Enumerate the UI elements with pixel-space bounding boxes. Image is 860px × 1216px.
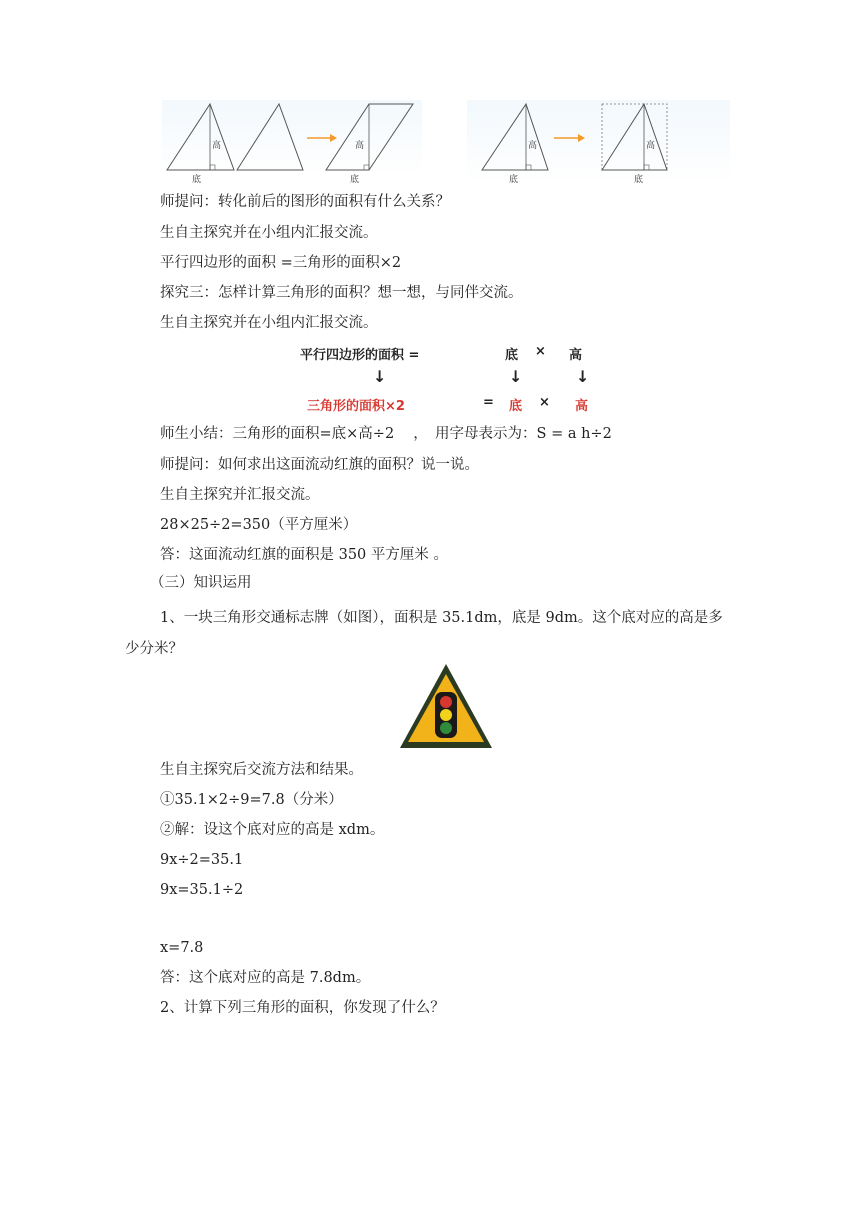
text-line: 探究三：怎样计算三角形的面积？想一想，与同伴交流。: [160, 285, 523, 301]
height-label: 高: [355, 141, 365, 151]
base-label: 底: [634, 175, 644, 185]
formula-base: 底: [505, 348, 519, 363]
text-line: 生自主探究并汇报交流。: [160, 487, 320, 503]
problem-1: 1、一块三角形交通标志牌（如图），面积是 35.1dm，底是 9dm。这个底对应的高是多少分米？: [125, 610, 723, 657]
base-label: 底: [350, 175, 360, 185]
formula-equals: =: [483, 395, 494, 410]
text-line: 生自主探究并在小组内汇报交流。: [160, 315, 378, 331]
triangle-transform-figure: [162, 100, 730, 190]
formula-times: ×: [539, 395, 550, 410]
text-line: 生自主探究后交流方法和结果。: [160, 762, 363, 778]
arrow-down-icon: ↓: [576, 367, 590, 386]
formula-base-red: 底: [509, 399, 523, 414]
arrow-down-icon: ↓: [509, 367, 523, 386]
text-line: ①35.1×2÷9=7.8（分米）: [160, 792, 343, 808]
text-line: 9x÷2=35.1: [160, 852, 244, 868]
text-line: 师提问：如何求出这面流动红旗的面积？说一说。: [160, 457, 479, 473]
formula-parallelogram: 平行四边形的面积 =: [300, 348, 420, 363]
height-label: 高: [212, 141, 222, 151]
text-line: 答：这个底对应的高是 7.8dm。: [160, 970, 371, 986]
formula-triangle: 三角形的面积×2: [307, 399, 405, 414]
base-label: 底: [509, 175, 519, 185]
text-line: 9x=35.1÷2: [160, 882, 244, 898]
text-line: 师提问：转化前后的图形的面积有什么关系？: [160, 194, 450, 210]
area-formula-diagram: [295, 340, 615, 415]
traffic-light-sign-icon: [398, 662, 494, 750]
section-heading: （三）知识运用: [150, 575, 252, 591]
height-label: 高: [646, 141, 656, 151]
height-label: 高: [528, 141, 538, 151]
base-label: 底: [192, 175, 202, 185]
text-line: 2、计算下列三角形的面积，你发现了什么？: [160, 1000, 445, 1016]
formula-height: 高: [569, 348, 583, 363]
text-line: x=7.8: [160, 940, 204, 956]
text-line: 答：这面流动红旗的面积是 350 平方厘米 。: [160, 547, 449, 563]
text-line: 平行四边形的面积 =三角形的面积×2: [160, 255, 402, 271]
text-line: ②解：设这个底对应的高是 xdm。: [160, 822, 385, 838]
text-line: 师生小结：三角形的面积=底×高÷2 ， 用字母表示为：S = a h÷2: [160, 426, 612, 442]
text-line: 生自主探究并在小组内汇报交流。: [160, 225, 378, 241]
arrow-down-icon: ↓: [373, 367, 387, 386]
formula-height-red: 高: [575, 399, 589, 414]
formula-times: ×: [535, 344, 546, 359]
text-line: 28×25÷2=350（平方厘米）: [160, 517, 358, 533]
